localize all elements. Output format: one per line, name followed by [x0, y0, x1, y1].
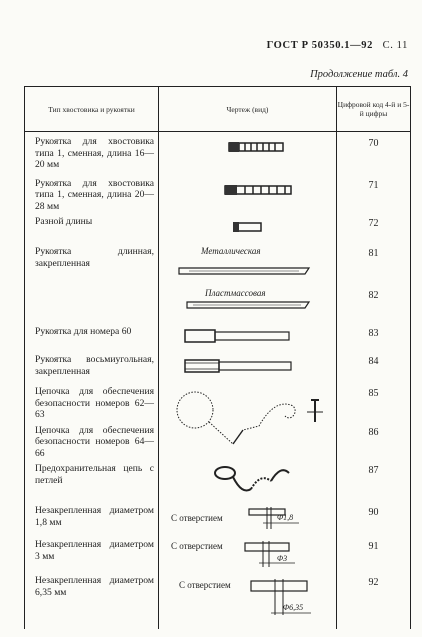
type-cell: Рукоятка восьмиугольная, закрепленная: [25, 350, 159, 382]
table-row: [25, 242, 411, 284]
table-row: [25, 350, 411, 382]
drawing-cell: [159, 571, 337, 629]
drawing-cell: [159, 350, 337, 382]
code-cell: 81: [337, 242, 411, 284]
table-row: [25, 212, 411, 242]
code-cell: 85: [337, 382, 411, 421]
type-cell: Рукоятка для хвостовика типа 1, сменная, длина 20—28 мм: [25, 174, 159, 213]
diameter-label: Φ3: [277, 554, 288, 563]
diameter-label: Φ6,35: [283, 603, 304, 612]
table-row: [25, 174, 411, 213]
table-row: [25, 501, 411, 535]
type-cell: Незакрепленная диаметром 6,35 мм: [25, 571, 159, 629]
hole-label: С отверстием: [179, 580, 231, 590]
table-row: [25, 382, 411, 421]
code-cell: 90: [337, 501, 411, 535]
code-cell: 83: [337, 322, 411, 350]
drawing-cell: [159, 501, 337, 535]
code-cell: 92: [337, 571, 411, 629]
column-header-code: Цифровой код 4-й и 5-й цифры: [337, 87, 411, 132]
table-header-row: [25, 87, 411, 132]
page-number: С. 11: [382, 40, 408, 51]
handle-drawing-82: [159, 284, 337, 322]
hole-label: С отверстием: [171, 513, 223, 523]
drawing-cell: [159, 284, 337, 322]
table-row: [25, 459, 411, 501]
drawing-cell: [159, 132, 337, 174]
handle-material-label: Металлическая: [201, 246, 261, 256]
handle-drawing-72: [159, 212, 337, 242]
type-cell: Разной длины: [25, 212, 159, 242]
code-cell: 71: [337, 174, 411, 213]
type-cell: Незакрепленная диаметром 1,8 мм: [25, 501, 159, 535]
type-cell: [25, 284, 159, 322]
handle-drawing-71: [159, 174, 337, 212]
type-cell: Рукоятка длинная, закрепленная: [25, 242, 159, 284]
standard-number: ГОСТ Р 50350.1—92: [266, 40, 373, 51]
safety-chain-loop-drawing: [159, 459, 337, 501]
handle-drawing-83: [159, 322, 337, 350]
table-row: [25, 284, 411, 322]
handle-drawing-81: [159, 242, 337, 284]
column-header-drawing: Чертеж (вид): [159, 87, 337, 132]
table-row: [25, 132, 411, 174]
hole-label: С отверстием: [171, 541, 223, 551]
drawing-cell: [159, 459, 337, 501]
code-cell: 82: [337, 284, 411, 322]
code-cell: 86: [337, 421, 411, 460]
diameter-label: Φ1,8: [277, 513, 294, 522]
type-cell: Рукоятка для хвостовика типа 1, сменная, длина 16—20 мм: [25, 132, 159, 174]
drawing-cell: [159, 382, 337, 459]
column-header-type: Тип хвостовика и рукоятки: [25, 87, 159, 132]
code-cell: 70: [337, 132, 411, 174]
code-cell: 87: [337, 459, 411, 501]
safety-chain-drawing: [159, 382, 337, 458]
table-continuation-caption: Продолжение табл. 4: [310, 69, 408, 80]
drawing-cell: [159, 322, 337, 350]
type-cell: Рукоятка для номера 60: [25, 322, 159, 350]
handle-drawing-70: [159, 132, 337, 174]
handle-types-table: [24, 86, 411, 629]
unfixed-handle-drawing-91: [159, 535, 337, 571]
type-cell: Предохранительная цепь с петлей: [25, 459, 159, 501]
drawing-cell: [159, 242, 337, 284]
type-cell: Незакрепленная диаметром 3 мм: [25, 535, 159, 571]
code-cell: 72: [337, 212, 411, 242]
page-header: [267, 40, 408, 51]
type-cell: Цепочка для обеспечения безопасности номеров 64—66: [25, 421, 159, 460]
drawing-cell: [159, 212, 337, 242]
code-cell: 91: [337, 535, 411, 571]
drawing-cell: [159, 535, 337, 571]
handle-material-label: Пластмассовая: [205, 288, 266, 298]
unfixed-handle-drawing-90: [159, 501, 337, 535]
table-row: [25, 571, 411, 629]
type-cell: Цепочка для обеспечения безопасности номеров 62—63: [25, 382, 159, 421]
handle-drawing-84: [159, 350, 337, 382]
drawing-cell: [159, 174, 337, 213]
table-row: [25, 535, 411, 571]
unfixed-handle-drawing-92: [159, 571, 337, 629]
table-row: [25, 322, 411, 350]
code-cell: 84: [337, 350, 411, 382]
